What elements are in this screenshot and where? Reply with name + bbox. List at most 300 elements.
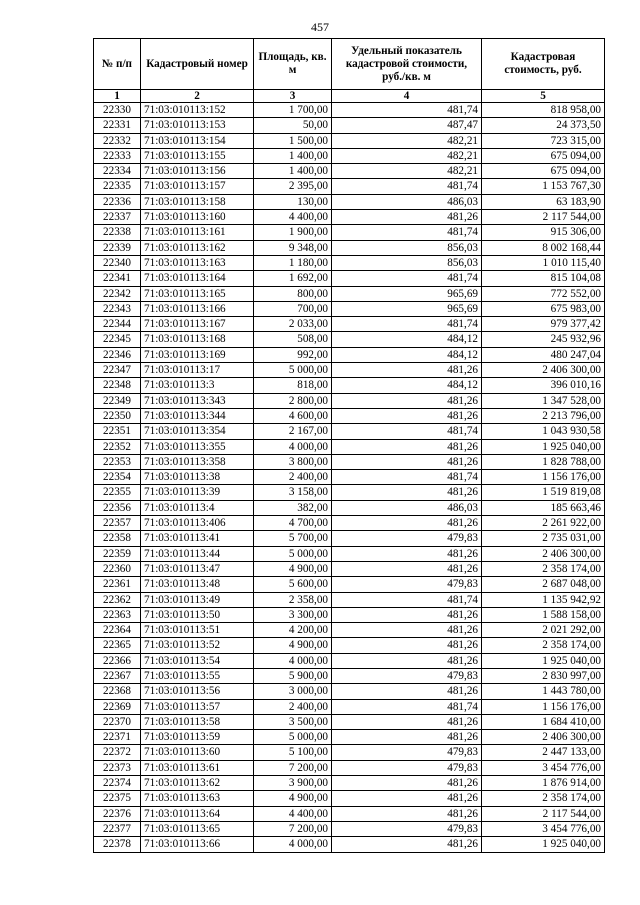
unit-rate-cell: 482,21 <box>332 148 482 163</box>
area-cell: 4 200,00 <box>254 623 332 638</box>
table-row <box>94 776 605 791</box>
area-cell: 700,00 <box>254 301 332 316</box>
unit-rate-cell: 965,69 <box>332 286 482 301</box>
cadastral-number-cell: 71:03:010113:57 <box>141 699 254 714</box>
area-cell: 1 400,00 <box>254 164 332 179</box>
row-number-cell: 22342 <box>94 286 141 301</box>
unit-rate-cell: 481,26 <box>332 776 482 791</box>
row-number-cell: 22356 <box>94 500 141 515</box>
row-number-cell: 22330 <box>94 103 141 118</box>
cadastral-number-cell: 71:03:010113:44 <box>141 546 254 561</box>
area-cell: 3 500,00 <box>254 714 332 729</box>
cadastral-value-cell: 2 261 922,00 <box>482 516 605 531</box>
cadastral-number-cell: 71:03:010113:164 <box>141 271 254 286</box>
row-number-cell: 22361 <box>94 577 141 592</box>
table-row <box>94 148 605 163</box>
table-row <box>94 837 605 852</box>
unit-rate-cell: 484,12 <box>332 347 482 362</box>
row-number-cell: 22337 <box>94 210 141 225</box>
table-row <box>94 730 605 745</box>
cadastral-value-cell: 480 247,04 <box>482 347 605 362</box>
area-cell: 3 300,00 <box>254 607 332 622</box>
table-row <box>94 424 605 439</box>
row-number-cell: 22336 <box>94 194 141 209</box>
table-row <box>94 194 605 209</box>
area-cell: 4 400,00 <box>254 806 332 821</box>
area-cell: 5 000,00 <box>254 363 332 378</box>
area-cell: 7 200,00 <box>254 821 332 836</box>
table-row <box>94 668 605 683</box>
table-row <box>94 118 605 133</box>
cadastral-number-cell: 71:03:010113:41 <box>141 531 254 546</box>
area-cell: 5 100,00 <box>254 745 332 760</box>
area-cell: 130,00 <box>254 194 332 209</box>
unit-rate-cell: 481,26 <box>332 393 482 408</box>
cadastral-value-cell: 979 377,42 <box>482 317 605 332</box>
row-number-cell: 22355 <box>94 485 141 500</box>
cadastral-value-cell: 1 684 410,00 <box>482 714 605 729</box>
row-number-cell: 22364 <box>94 623 141 638</box>
row-number-cell: 22351 <box>94 424 141 439</box>
cadastral-value-cell: 1 443 780,00 <box>482 684 605 699</box>
row-number-cell: 22373 <box>94 760 141 775</box>
header-row-number: № п/п <box>94 39 141 90</box>
cadastral-number-cell: 71:03:010113:344 <box>141 408 254 423</box>
cadastral-number-cell: 71:03:010113:58 <box>141 714 254 729</box>
cadastral-value-cell: 675 983,00 <box>482 301 605 316</box>
header-unit-rate: Удельный показатель кадастровой стоимости, руб./кв. м <box>332 39 482 90</box>
table-row <box>94 607 605 622</box>
row-number-cell: 22363 <box>94 607 141 622</box>
area-cell: 5 000,00 <box>254 730 332 745</box>
area-cell: 2 167,00 <box>254 424 332 439</box>
cadastral-value-cell: 915 306,00 <box>482 225 605 240</box>
cadastral-number-cell: 71:03:010113:152 <box>141 103 254 118</box>
cadastral-number-cell: 71:03:010113:163 <box>141 255 254 270</box>
area-cell: 2 395,00 <box>254 179 332 194</box>
cadastral-number-cell: 71:03:010113:162 <box>141 240 254 255</box>
row-number-cell: 22365 <box>94 638 141 653</box>
table-row <box>94 393 605 408</box>
cadastral-number-cell: 71:03:010113:51 <box>141 623 254 638</box>
table-row <box>94 623 605 638</box>
unit-rate-cell: 481,26 <box>332 546 482 561</box>
cadastral-number-cell: 71:03:010113:158 <box>141 194 254 209</box>
area-cell: 4 900,00 <box>254 638 332 653</box>
row-number-cell: 22332 <box>94 133 141 148</box>
area-cell: 4 900,00 <box>254 561 332 576</box>
row-number-cell: 22375 <box>94 791 141 806</box>
unit-rate-cell: 479,83 <box>332 531 482 546</box>
row-number-cell: 22372 <box>94 745 141 760</box>
row-number-cell: 22338 <box>94 225 141 240</box>
cadastral-value-cell: 2 406 300,00 <box>482 546 605 561</box>
cadastral-number-cell: 71:03:010113:406 <box>141 516 254 531</box>
area-cell: 992,00 <box>254 347 332 362</box>
cadastral-value-cell: 2 406 300,00 <box>482 363 605 378</box>
area-cell: 7 200,00 <box>254 760 332 775</box>
cadastral-value-cell: 2 447 133,00 <box>482 745 605 760</box>
column-number: 3 <box>254 90 332 103</box>
cadastral-value-cell: 24 373,50 <box>482 118 605 133</box>
area-cell: 508,00 <box>254 332 332 347</box>
unit-rate-cell: 965,69 <box>332 301 482 316</box>
cadastral-value-cell: 2 358 174,00 <box>482 638 605 653</box>
row-number-cell: 22350 <box>94 408 141 423</box>
cadastral-number-cell: 71:03:010113:343 <box>141 393 254 408</box>
area-cell: 5 900,00 <box>254 668 332 683</box>
area-cell: 1 500,00 <box>254 133 332 148</box>
cadastral-number-cell: 71:03:010113:167 <box>141 317 254 332</box>
row-number-cell: 22340 <box>94 255 141 270</box>
area-cell: 2 033,00 <box>254 317 332 332</box>
cadastral-number-cell: 71:03:010113:165 <box>141 286 254 301</box>
row-number-cell: 22348 <box>94 378 141 393</box>
table-row <box>94 653 605 668</box>
unit-rate-cell: 856,03 <box>332 240 482 255</box>
table-body <box>94 103 605 853</box>
cadastral-value-cell: 1 135 942,92 <box>482 592 605 607</box>
row-number-cell: 22334 <box>94 164 141 179</box>
cadastral-value-cell: 815 104,08 <box>482 271 605 286</box>
unit-rate-cell: 481,26 <box>332 210 482 225</box>
unit-rate-cell: 481,26 <box>332 837 482 852</box>
column-number: 4 <box>332 90 482 103</box>
cadastral-value-cell: 3 454 776,00 <box>482 821 605 836</box>
table-row <box>94 103 605 118</box>
table-row <box>94 301 605 316</box>
cadastral-value-cell: 2 406 300,00 <box>482 730 605 745</box>
header-area: Площадь, кв. м <box>254 39 332 90</box>
column-number-row <box>94 90 605 103</box>
table-row <box>94 255 605 270</box>
unit-rate-cell: 481,74 <box>332 699 482 714</box>
cadastral-number-cell: 71:03:010113:154 <box>141 133 254 148</box>
row-number-cell: 22339 <box>94 240 141 255</box>
cadastral-number-cell: 71:03:010113:354 <box>141 424 254 439</box>
table-row <box>94 531 605 546</box>
unit-rate-cell: 481,26 <box>332 638 482 653</box>
area-cell: 2 800,00 <box>254 393 332 408</box>
cadastral-number-cell: 71:03:010113:4 <box>141 500 254 515</box>
header-cadastral-value: Кадастровая стоимость, руб. <box>482 39 605 90</box>
area-cell: 3 000,00 <box>254 684 332 699</box>
cadastral-number-cell: 71:03:010113:39 <box>141 485 254 500</box>
cadastral-number-cell: 71:03:010113:60 <box>141 745 254 760</box>
unit-rate-cell: 481,26 <box>332 439 482 454</box>
table-row <box>94 378 605 393</box>
cadastral-value-cell: 3 454 776,00 <box>482 760 605 775</box>
table-row <box>94 500 605 515</box>
cadastral-number-cell: 71:03:010113:48 <box>141 577 254 592</box>
table-row <box>94 317 605 332</box>
cadastral-value-cell: 396 010,16 <box>482 378 605 393</box>
cadastral-value-cell: 1 925 040,00 <box>482 653 605 668</box>
column-number: 1 <box>94 90 141 103</box>
cadastral-number-cell: 71:03:010113:161 <box>141 225 254 240</box>
area-cell: 4 000,00 <box>254 837 332 852</box>
cadastral-number-cell: 71:03:010113:56 <box>141 684 254 699</box>
row-number-cell: 22333 <box>94 148 141 163</box>
unit-rate-cell: 481,74 <box>332 179 482 194</box>
cadastral-value-cell: 8 002 168,44 <box>482 240 605 255</box>
area-cell: 3 900,00 <box>254 776 332 791</box>
table-row <box>94 179 605 194</box>
unit-rate-cell: 481,26 <box>332 714 482 729</box>
cadastral-number-cell: 71:03:010113:64 <box>141 806 254 821</box>
cadastral-number-cell: 71:03:010113:55 <box>141 668 254 683</box>
unit-rate-cell: 482,21 <box>332 164 482 179</box>
row-number-cell: 22345 <box>94 332 141 347</box>
area-cell: 2 400,00 <box>254 470 332 485</box>
cadastral-value-cell: 772 552,00 <box>482 286 605 301</box>
cadastral-value-cell: 2 117 544,00 <box>482 210 605 225</box>
row-number-cell: 22359 <box>94 546 141 561</box>
unit-rate-cell: 481,26 <box>332 806 482 821</box>
cadastral-value-cell: 1 347 528,00 <box>482 393 605 408</box>
unit-rate-cell: 481,26 <box>332 653 482 668</box>
cadastral-value-cell: 2 358 174,00 <box>482 791 605 806</box>
cadastral-number-cell: 71:03:010113:66 <box>141 837 254 852</box>
cadastral-number-cell: 71:03:010113:52 <box>141 638 254 653</box>
area-cell: 2 358,00 <box>254 592 332 607</box>
unit-rate-cell: 479,83 <box>332 577 482 592</box>
cadastral-number-cell: 71:03:010113:358 <box>141 454 254 469</box>
unit-rate-cell: 481,26 <box>332 408 482 423</box>
area-cell: 800,00 <box>254 286 332 301</box>
row-number-cell: 22366 <box>94 653 141 668</box>
area-cell: 1 180,00 <box>254 255 332 270</box>
cadastral-value-table <box>93 38 605 853</box>
unit-rate-cell: 481,26 <box>332 363 482 378</box>
unit-rate-cell: 481,74 <box>332 103 482 118</box>
table-row <box>94 714 605 729</box>
cadastral-value-cell: 1 156 176,00 <box>482 470 605 485</box>
area-cell: 1 692,00 <box>254 271 332 286</box>
table-row <box>94 806 605 821</box>
row-number-cell: 22369 <box>94 699 141 714</box>
row-number-cell: 22362 <box>94 592 141 607</box>
area-cell: 3 800,00 <box>254 454 332 469</box>
unit-rate-cell: 481,26 <box>332 485 482 500</box>
table-row <box>94 821 605 836</box>
cadastral-value-cell: 675 094,00 <box>482 148 605 163</box>
unit-rate-cell: 856,03 <box>332 255 482 270</box>
table-row <box>94 485 605 500</box>
cadastral-number-cell: 71:03:010113:38 <box>141 470 254 485</box>
cadastral-number-cell: 71:03:010113:168 <box>141 332 254 347</box>
cadastral-number-cell: 71:03:010113:355 <box>141 439 254 454</box>
area-cell: 5 000,00 <box>254 546 332 561</box>
area-cell: 1 400,00 <box>254 148 332 163</box>
cadastral-number-cell: 71:03:010113:166 <box>141 301 254 316</box>
area-cell: 5 600,00 <box>254 577 332 592</box>
unit-rate-cell: 479,83 <box>332 745 482 760</box>
unit-rate-cell: 481,74 <box>332 317 482 332</box>
row-number-cell: 22346 <box>94 347 141 362</box>
unit-rate-cell: 481,26 <box>332 454 482 469</box>
area-cell: 4 700,00 <box>254 516 332 531</box>
area-cell: 4 400,00 <box>254 210 332 225</box>
row-number-cell: 22341 <box>94 271 141 286</box>
area-cell: 50,00 <box>254 118 332 133</box>
row-number-cell: 22378 <box>94 837 141 852</box>
cadastral-number-cell: 71:03:010113:160 <box>141 210 254 225</box>
table-row <box>94 210 605 225</box>
table-row <box>94 133 605 148</box>
unit-rate-cell: 481,74 <box>332 592 482 607</box>
unit-rate-cell: 481,26 <box>332 730 482 745</box>
cadastral-number-cell: 71:03:010113:49 <box>141 592 254 607</box>
row-number-cell: 22347 <box>94 363 141 378</box>
table-row <box>94 516 605 531</box>
cadastral-number-cell: 71:03:010113:156 <box>141 164 254 179</box>
unit-rate-cell: 481,26 <box>332 561 482 576</box>
cadastral-number-cell: 71:03:010113:157 <box>141 179 254 194</box>
area-cell: 1 700,00 <box>254 103 332 118</box>
area-cell: 5 700,00 <box>254 531 332 546</box>
table-row <box>94 439 605 454</box>
table-row <box>94 454 605 469</box>
unit-rate-cell: 487,47 <box>332 118 482 133</box>
cadastral-value-cell: 1 925 040,00 <box>482 439 605 454</box>
cadastral-value-cell: 2 830 997,00 <box>482 668 605 683</box>
cadastral-value-cell: 2 358 174,00 <box>482 561 605 576</box>
cadastral-value-cell: 2 213 796,00 <box>482 408 605 423</box>
cadastral-number-cell: 71:03:010113:61 <box>141 760 254 775</box>
unit-rate-cell: 481,26 <box>332 623 482 638</box>
unit-rate-cell: 481,26 <box>332 516 482 531</box>
area-cell: 3 158,00 <box>254 485 332 500</box>
cadastral-number-cell: 71:03:010113:155 <box>141 148 254 163</box>
cadastral-value-cell: 1 588 158,00 <box>482 607 605 622</box>
table-row <box>94 347 605 362</box>
unit-rate-cell: 481,74 <box>332 271 482 286</box>
unit-rate-cell: 481,26 <box>332 684 482 699</box>
row-number-cell: 22371 <box>94 730 141 745</box>
cadastral-number-cell: 71:03:010113:62 <box>141 776 254 791</box>
area-cell: 9 348,00 <box>254 240 332 255</box>
row-number-cell: 22360 <box>94 561 141 576</box>
cadastral-number-cell: 71:03:010113:169 <box>141 347 254 362</box>
cadastral-value-cell: 1 043 930,58 <box>482 424 605 439</box>
table-row <box>94 638 605 653</box>
row-number-cell: 22358 <box>94 531 141 546</box>
cadastral-value-cell: 2 735 031,00 <box>482 531 605 546</box>
cadastral-number-cell: 71:03:010113:47 <box>141 561 254 576</box>
area-cell: 4 000,00 <box>254 439 332 454</box>
cadastral-value-cell: 1 925 040,00 <box>482 837 605 852</box>
row-number-cell: 22377 <box>94 821 141 836</box>
table-row <box>94 408 605 423</box>
unit-rate-cell: 481,74 <box>332 470 482 485</box>
cadastral-number-cell: 71:03:010113:63 <box>141 791 254 806</box>
area-cell: 818,00 <box>254 378 332 393</box>
unit-rate-cell: 486,03 <box>332 500 482 515</box>
table-row <box>94 791 605 806</box>
unit-rate-cell: 481,26 <box>332 607 482 622</box>
row-number-cell: 22357 <box>94 516 141 531</box>
row-number-cell: 22354 <box>94 470 141 485</box>
table-row <box>94 332 605 347</box>
unit-rate-cell: 484,12 <box>332 332 482 347</box>
cadastral-value-cell: 63 183,90 <box>482 194 605 209</box>
cadastral-value-cell: 1 010 115,40 <box>482 255 605 270</box>
row-number-cell: 22335 <box>94 179 141 194</box>
unit-rate-cell: 481,74 <box>332 225 482 240</box>
header-cadastral-number: Кадастровый номер <box>141 39 254 90</box>
cadastral-value-cell: 185 663,46 <box>482 500 605 515</box>
cadastral-number-cell: 71:03:010113:59 <box>141 730 254 745</box>
row-number-cell: 22331 <box>94 118 141 133</box>
table-row <box>94 745 605 760</box>
table-row <box>94 286 605 301</box>
table-row <box>94 271 605 286</box>
table-row <box>94 561 605 576</box>
cadastral-value-cell: 2 687 048,00 <box>482 577 605 592</box>
column-number: 5 <box>482 90 605 103</box>
cadastral-number-cell: 71:03:010113:17 <box>141 363 254 378</box>
row-number-cell: 22376 <box>94 806 141 821</box>
unit-rate-cell: 479,83 <box>332 668 482 683</box>
row-number-cell: 22343 <box>94 301 141 316</box>
table-row <box>94 470 605 485</box>
cadastral-number-cell: 71:03:010113:65 <box>141 821 254 836</box>
unit-rate-cell: 486,03 <box>332 194 482 209</box>
table-row <box>94 684 605 699</box>
table-row <box>94 164 605 179</box>
area-cell: 4 000,00 <box>254 653 332 668</box>
row-number-cell: 22374 <box>94 776 141 791</box>
cadastral-value-cell: 2 117 544,00 <box>482 806 605 821</box>
cadastral-value-cell: 2 021 292,00 <box>482 623 605 638</box>
cadastral-value-cell: 675 094,00 <box>482 164 605 179</box>
area-cell: 1 900,00 <box>254 225 332 240</box>
unit-rate-cell: 481,26 <box>332 791 482 806</box>
cadastral-value-cell: 1 876 914,00 <box>482 776 605 791</box>
cadastral-value-cell: 1 828 788,00 <box>482 454 605 469</box>
row-number-cell: 22352 <box>94 439 141 454</box>
cadastral-value-cell: 1 153 767,30 <box>482 179 605 194</box>
cadastral-value-cell: 245 932,96 <box>482 332 605 347</box>
area-cell: 4 600,00 <box>254 408 332 423</box>
cadastral-value-cell: 818 958,00 <box>482 103 605 118</box>
area-cell: 4 900,00 <box>254 791 332 806</box>
table-row <box>94 760 605 775</box>
table-row <box>94 577 605 592</box>
row-number-cell: 22370 <box>94 714 141 729</box>
table-row <box>94 240 605 255</box>
row-number-cell: 22344 <box>94 317 141 332</box>
unit-rate-cell: 481,74 <box>332 424 482 439</box>
row-number-cell: 22353 <box>94 454 141 469</box>
row-number-cell: 22367 <box>94 668 141 683</box>
table-row <box>94 225 605 240</box>
table-row <box>94 363 605 378</box>
table-row <box>94 546 605 561</box>
area-cell: 2 400,00 <box>254 699 332 714</box>
cadastral-value-cell: 1 156 176,00 <box>482 699 605 714</box>
area-cell: 382,00 <box>254 500 332 515</box>
unit-rate-cell: 482,21 <box>332 133 482 148</box>
table-row <box>94 592 605 607</box>
cadastral-value-cell: 1 519 819,08 <box>482 485 605 500</box>
cadastral-number-cell: 71:03:010113:54 <box>141 653 254 668</box>
row-number-cell: 22368 <box>94 684 141 699</box>
cadastral-number-cell: 71:03:010113:153 <box>141 118 254 133</box>
table-row <box>94 699 605 714</box>
unit-rate-cell: 484,12 <box>332 378 482 393</box>
